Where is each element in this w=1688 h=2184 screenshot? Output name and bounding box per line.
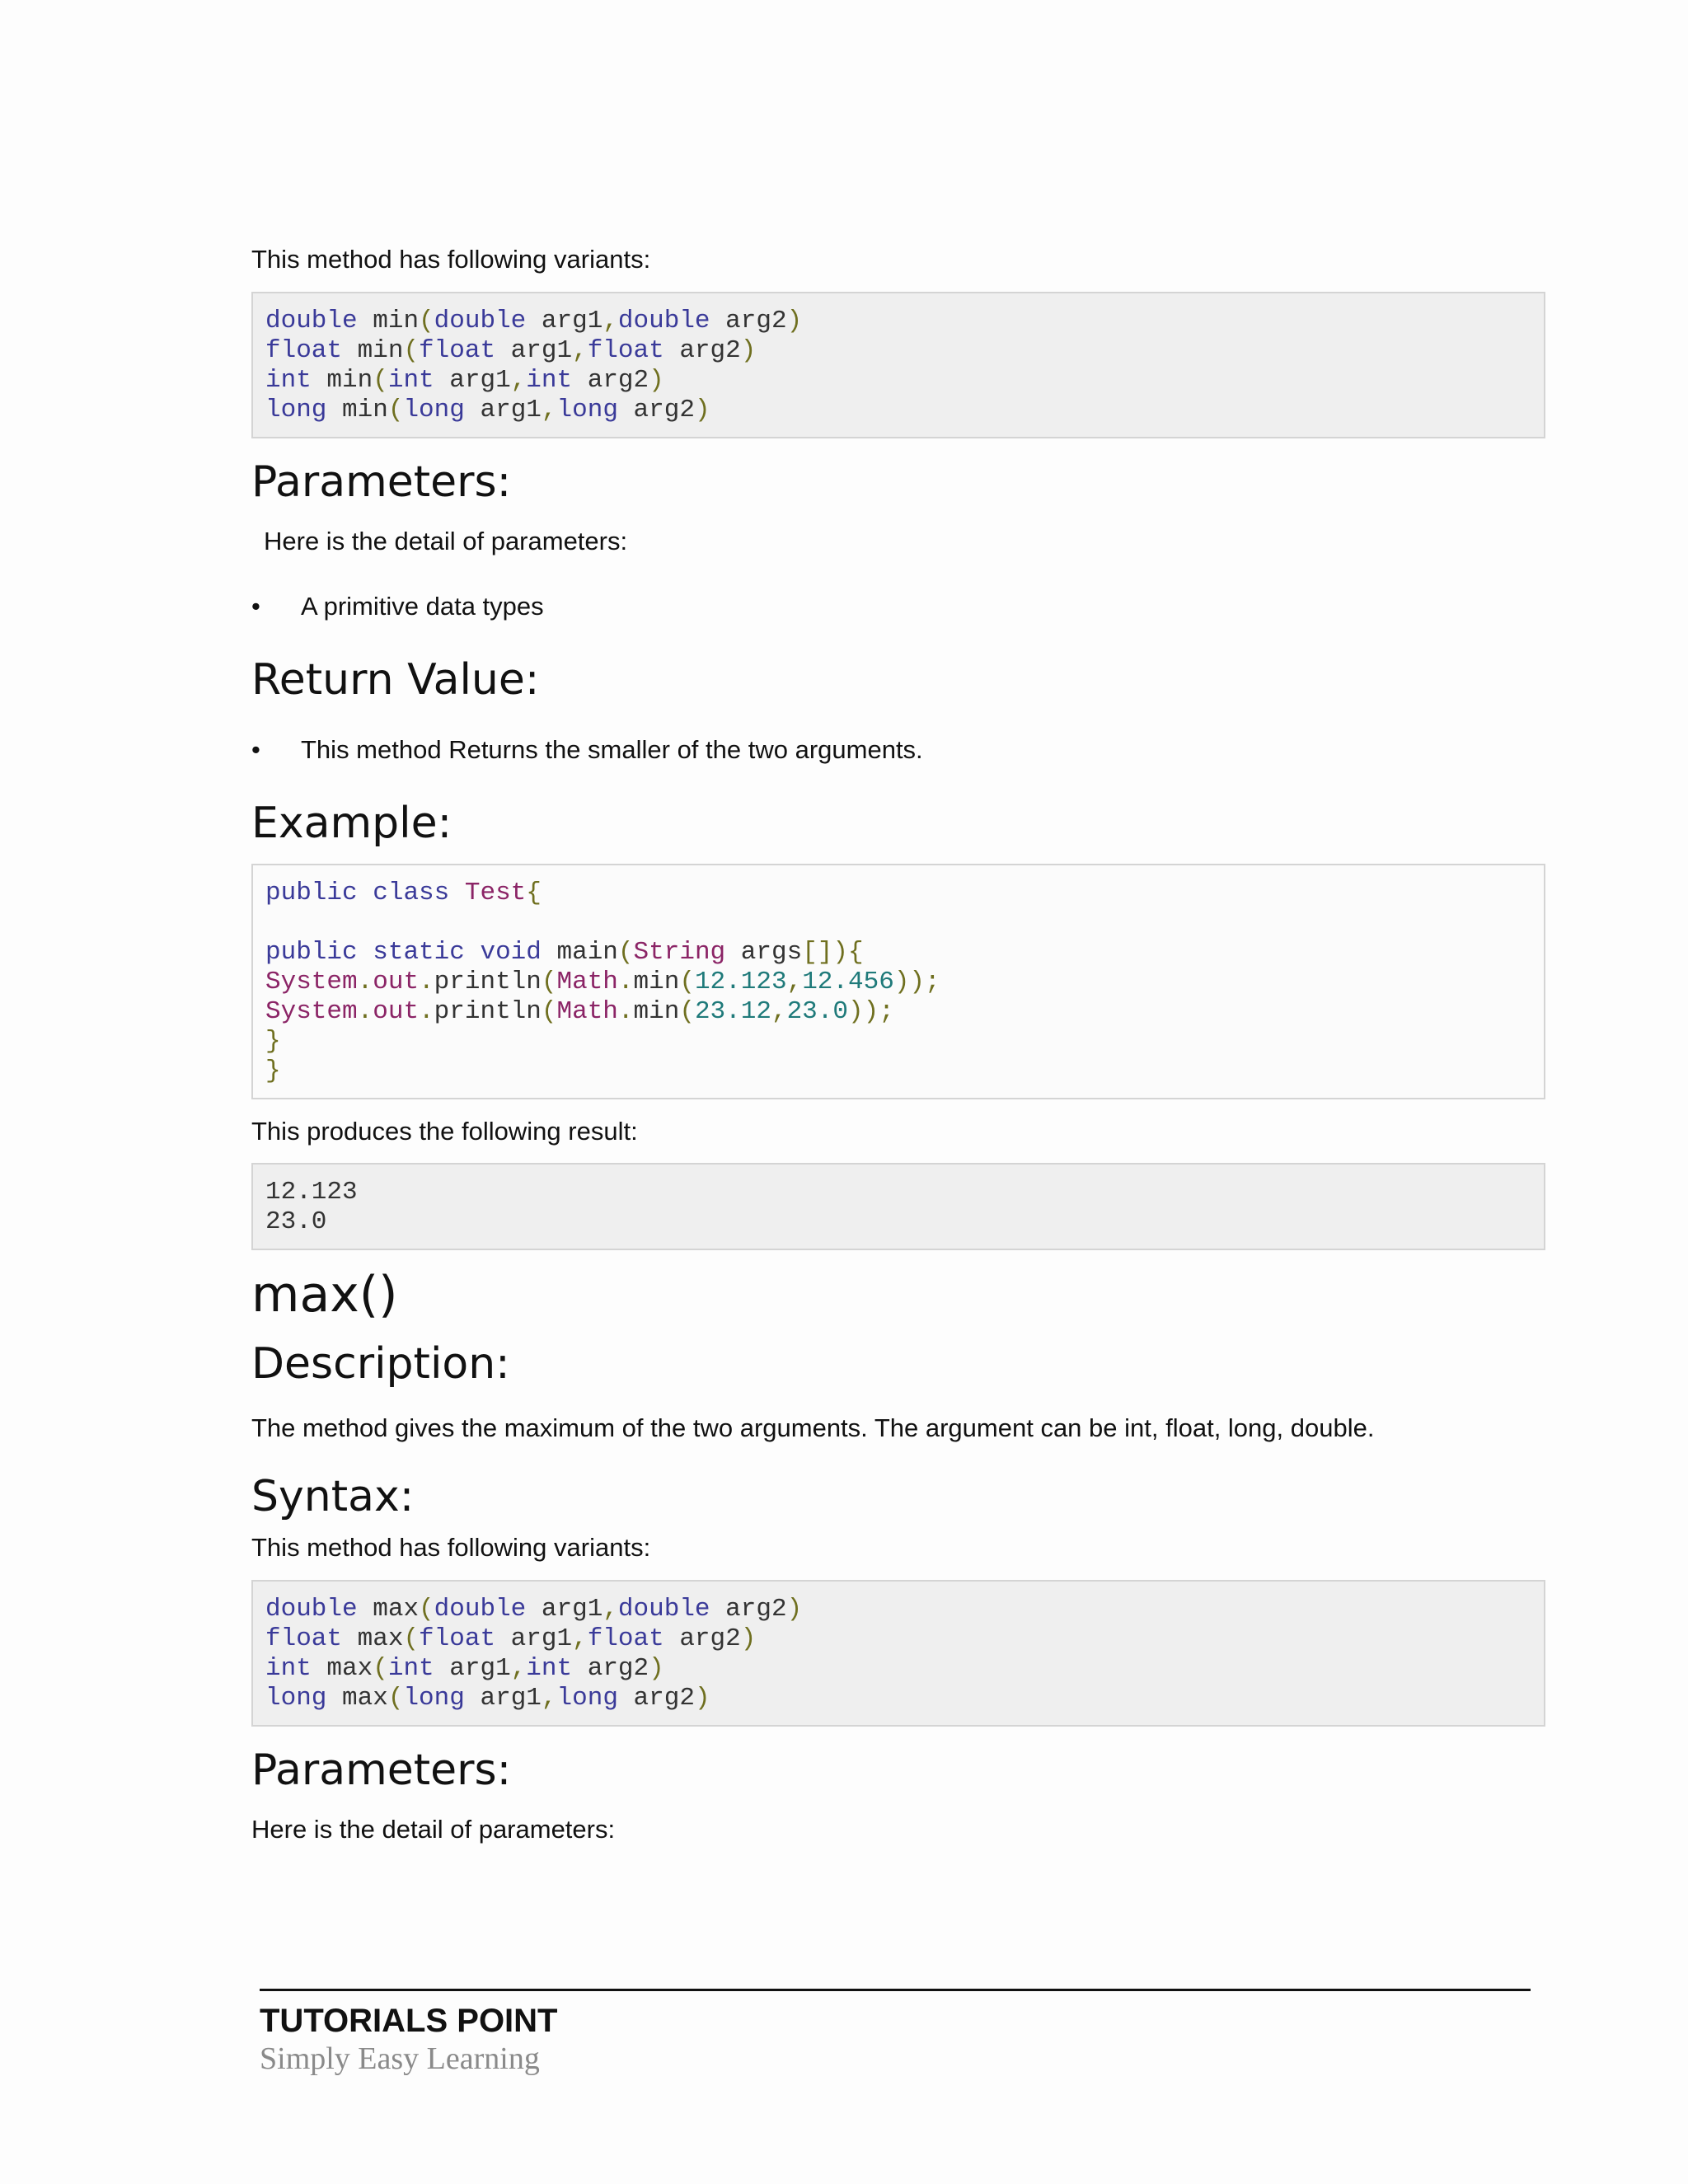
page-footer — [260, 1989, 1531, 2077]
code-line-main: public static void main(String args[]){ — [265, 938, 864, 968]
max-variant-line-long: long max(long arg1,long arg2) — [265, 1684, 710, 1713]
max-variant-line-int: int max(int arg1,int arg2) — [265, 1654, 664, 1684]
footer-divider — [260, 1989, 1531, 1991]
max-parameters-intro: Here is the detail of parameters: — [251, 1815, 616, 1844]
max-title: max() — [251, 1266, 398, 1324]
list-item: • This method Returns the smaller of the two arguments. — [251, 735, 923, 765]
min-parameters-heading: Parameters: — [251, 457, 512, 508]
max-description-heading: Description: — [251, 1339, 510, 1390]
footer-tagline: Simply Easy Learning — [260, 2041, 540, 2076]
max-variants-intro: This method has following variants: — [251, 1533, 651, 1563]
code-line-close-main: } — [265, 1027, 281, 1057]
min-variant-line-float: float min(float arg1,float arg2) — [265, 336, 757, 366]
min-variant-line-double: double min(double arg1,double arg2) — [265, 307, 803, 336]
min-return-value-list — [251, 734, 1545, 765]
result-line: 12.123 — [265, 1178, 358, 1207]
bullet-icon: • — [251, 592, 260, 621]
code-line-println-2: System.out.println(Math.min(23.12,23.0)); — [265, 997, 894, 1027]
result-output-block — [251, 1163, 1545, 1250]
min-variant-line-long: long min(long arg1,long arg2) — [265, 396, 710, 425]
min-variants-code-block — [251, 292, 1545, 438]
list-item: • A primitive data types — [251, 592, 544, 621]
max-description-text: The method gives the maximum of the two arguments. The argument can be int, float, long, double. — [251, 1413, 1375, 1443]
example-code-block — [251, 864, 1545, 1099]
code-line-close-class: } — [265, 1057, 281, 1086]
page-content — [251, 244, 1545, 1844]
min-variants-intro: This method has following variants: — [251, 245, 651, 274]
min-variant-line-int: int min(int arg1,int arg2) — [265, 366, 664, 396]
code-line-class: public class Test{ — [265, 879, 542, 908]
min-example-heading: Example: — [251, 799, 452, 849]
min-parameters-intro: Here is the detail of parameters: — [264, 526, 628, 555]
min-return-value-heading: Return Value: — [251, 655, 540, 705]
result-intro: This produces the following result: — [251, 1117, 638, 1146]
footer-brand: TUTORIALS POINT — [260, 2003, 558, 2039]
result-line: 23.0 — [265, 1207, 327, 1237]
max-variant-line-double: double max(double arg1,double arg2) — [265, 1595, 803, 1624]
max-syntax-heading: Syntax: — [251, 1472, 415, 1522]
bullet-icon: • — [251, 735, 260, 765]
max-variant-line-float: float max(float arg1,float arg2) — [265, 1624, 757, 1654]
min-parameters-list — [251, 591, 1545, 621]
max-variants-code-block — [251, 1580, 1545, 1727]
max-parameters-heading: Parameters: — [251, 1746, 512, 1796]
code-line-println-1: System.out.println(Math.min(12.123,12.456)); — [265, 968, 940, 997]
